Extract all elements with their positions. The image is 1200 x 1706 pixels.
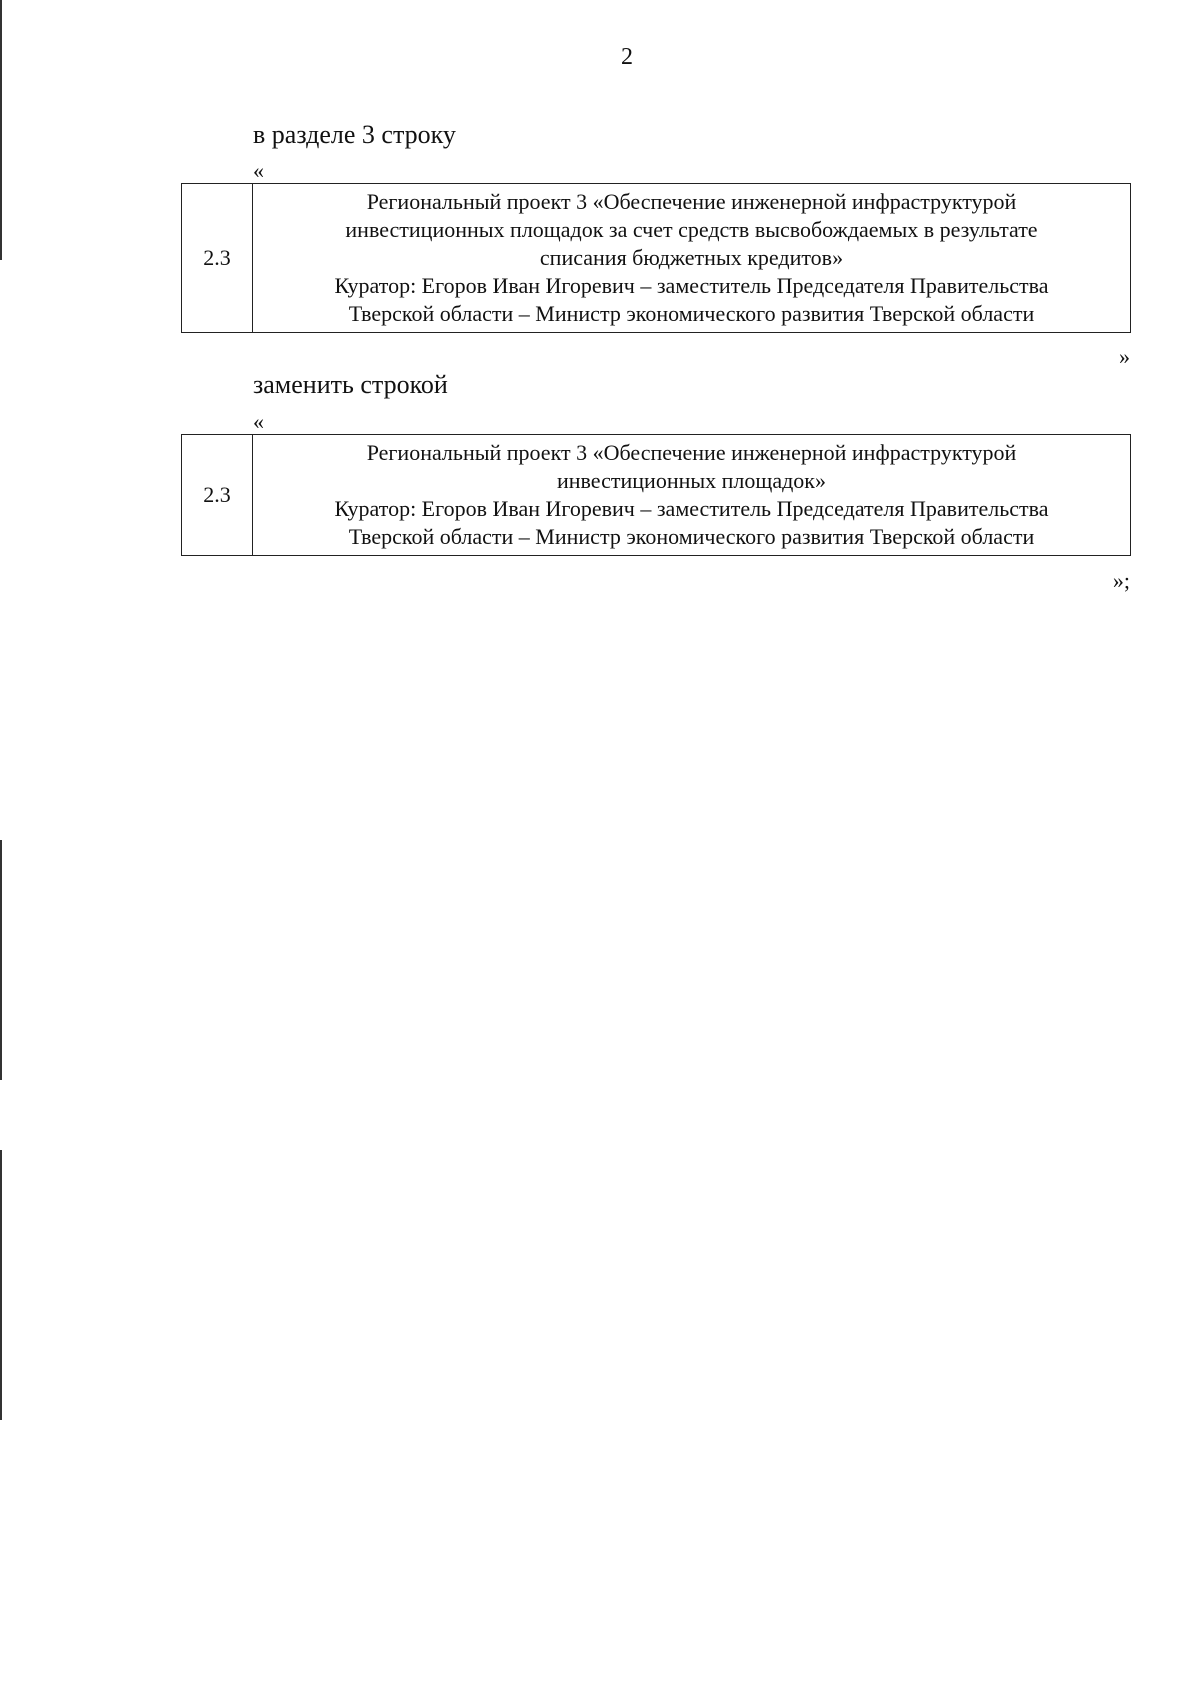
table-row (182, 184, 1131, 333)
original-row-table (181, 183, 1131, 333)
close-quote: » (1119, 344, 1130, 369)
row-text-line: Региональный проект 3 «Обеспечение инженерной инфраструктурой (366, 440, 1017, 465)
scan-edge-mark (0, 840, 2, 1080)
table-row (182, 435, 1131, 556)
row-text-line: Куратор: Егоров Иван Игоревич – заместитель Председателя Правительства (334, 273, 1049, 298)
instruction-text: заменить строкой (253, 370, 448, 399)
row-text-line: Тверской области – Министр экономического развития Тверской области (348, 301, 1035, 326)
row-number-cell: 2.3 (182, 435, 253, 556)
row-number-cell: 2.3 (182, 184, 253, 333)
row-text-line: Региональный проект 3 «Обеспечение инженерной инфраструктурой (366, 189, 1017, 214)
open-quote: « (253, 409, 264, 434)
page-number: 2 (621, 44, 633, 70)
row-text-line: инвестиционных площадок» (557, 468, 826, 493)
row-text-line: инвестиционных площадок за счет средств высвобождаемых в результате (345, 217, 1038, 242)
close-quote: »; (1112, 568, 1130, 593)
row-text-cell (253, 184, 1131, 333)
row-text-line: Куратор: Егоров Иван Игоревич – заместитель Председателя Правительства (334, 496, 1049, 521)
replacement-row-table (181, 434, 1131, 556)
row-text-cell (253, 435, 1131, 556)
row-text-line: списания бюджетных кредитов» (539, 245, 844, 270)
open-quote: « (253, 158, 264, 183)
instruction-text: в разделе 3 строку (253, 120, 456, 149)
scan-edge-mark (0, 1150, 2, 1420)
scan-edge-mark (0, 0, 2, 260)
row-text-line: Тверской области – Министр экономического развития Тверской области (348, 524, 1035, 549)
